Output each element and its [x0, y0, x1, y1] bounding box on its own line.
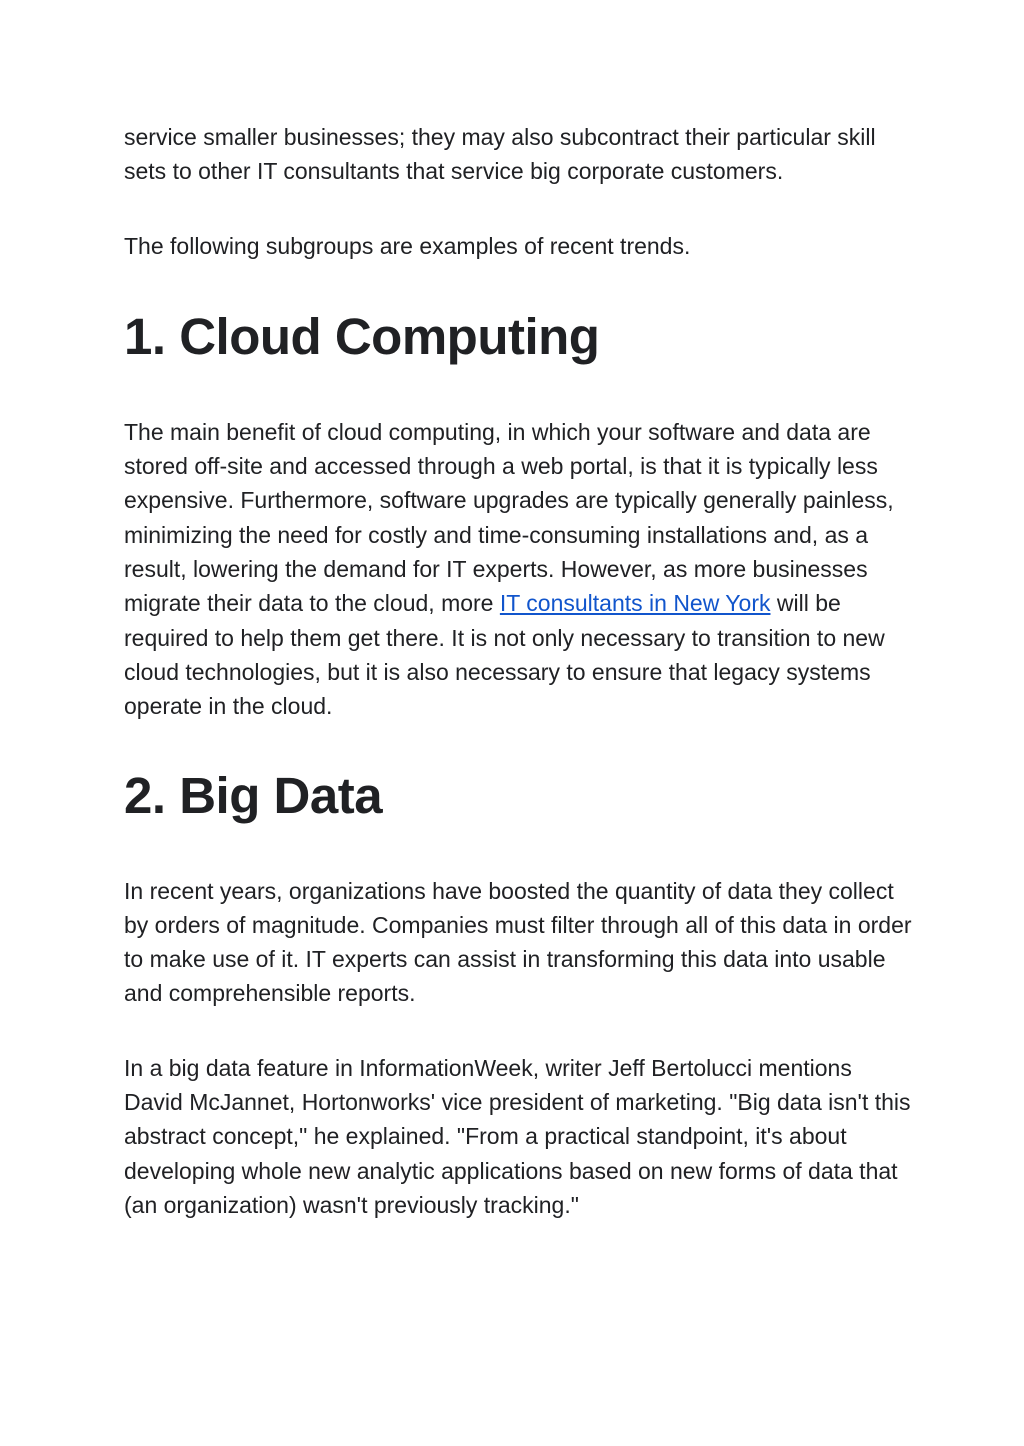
- trends-paragraph: The following subgroups are examples of recent trends.: [124, 232, 691, 259]
- big-data-paragraph-2: In a big data feature in InformationWeek, writer Jeff Bertolucci mentions David McJannet, Hortonworks' vice president of marketing. "Big data isn't this abstract concept," he explained. "From a practical standpoint, it's about developing whole new analytic applications based on new forms of data that (an organization) wasn't previously tracking.": [124, 1054, 911, 1218]
- intro-paragraph: service smaller businesses; they may also subcontract their particular skill sets to other IT consultants that service big corporate customers.: [124, 124, 876, 185]
- cloud-computing-heading: 1. Cloud Computing: [124, 307, 600, 365]
- cloud-paragraph-text-before-link: The main benefit of cloud computing, in which your software and data are stored off-site and accessed through a web portal, is that it is typically less expensive. Furthermore, software upgrades are typically generally painless, minimizing the need for costly and time-consuming installations and, as a result, lowering the demand for IT experts. However, as more businesses migrate their data to the cloud, more: [124, 418, 894, 617]
- big-data-paragraph-1: In recent years, organizations have boosted the quantity of data they collect by orders of magnitude. Companies must filter through all of this data in order to make use of it. IT experts can assist in transforming this data into usable and comprehensible reports.: [124, 877, 912, 1007]
- document-body: [124, 120, 914, 1222]
- cloud-computing-paragraph: [124, 415, 914, 724]
- it-consultants-new-york-link[interactable]: IT consultants in New York: [499, 590, 771, 617]
- cloud-paragraph-text-after-link: will be required to help them get there. It is not only necessary to transition to new cloud technologies, but it is also necessary to ensure that legacy systems operate in the cloud.: [124, 590, 885, 720]
- big-data-heading: 2. Big Data: [124, 766, 383, 824]
